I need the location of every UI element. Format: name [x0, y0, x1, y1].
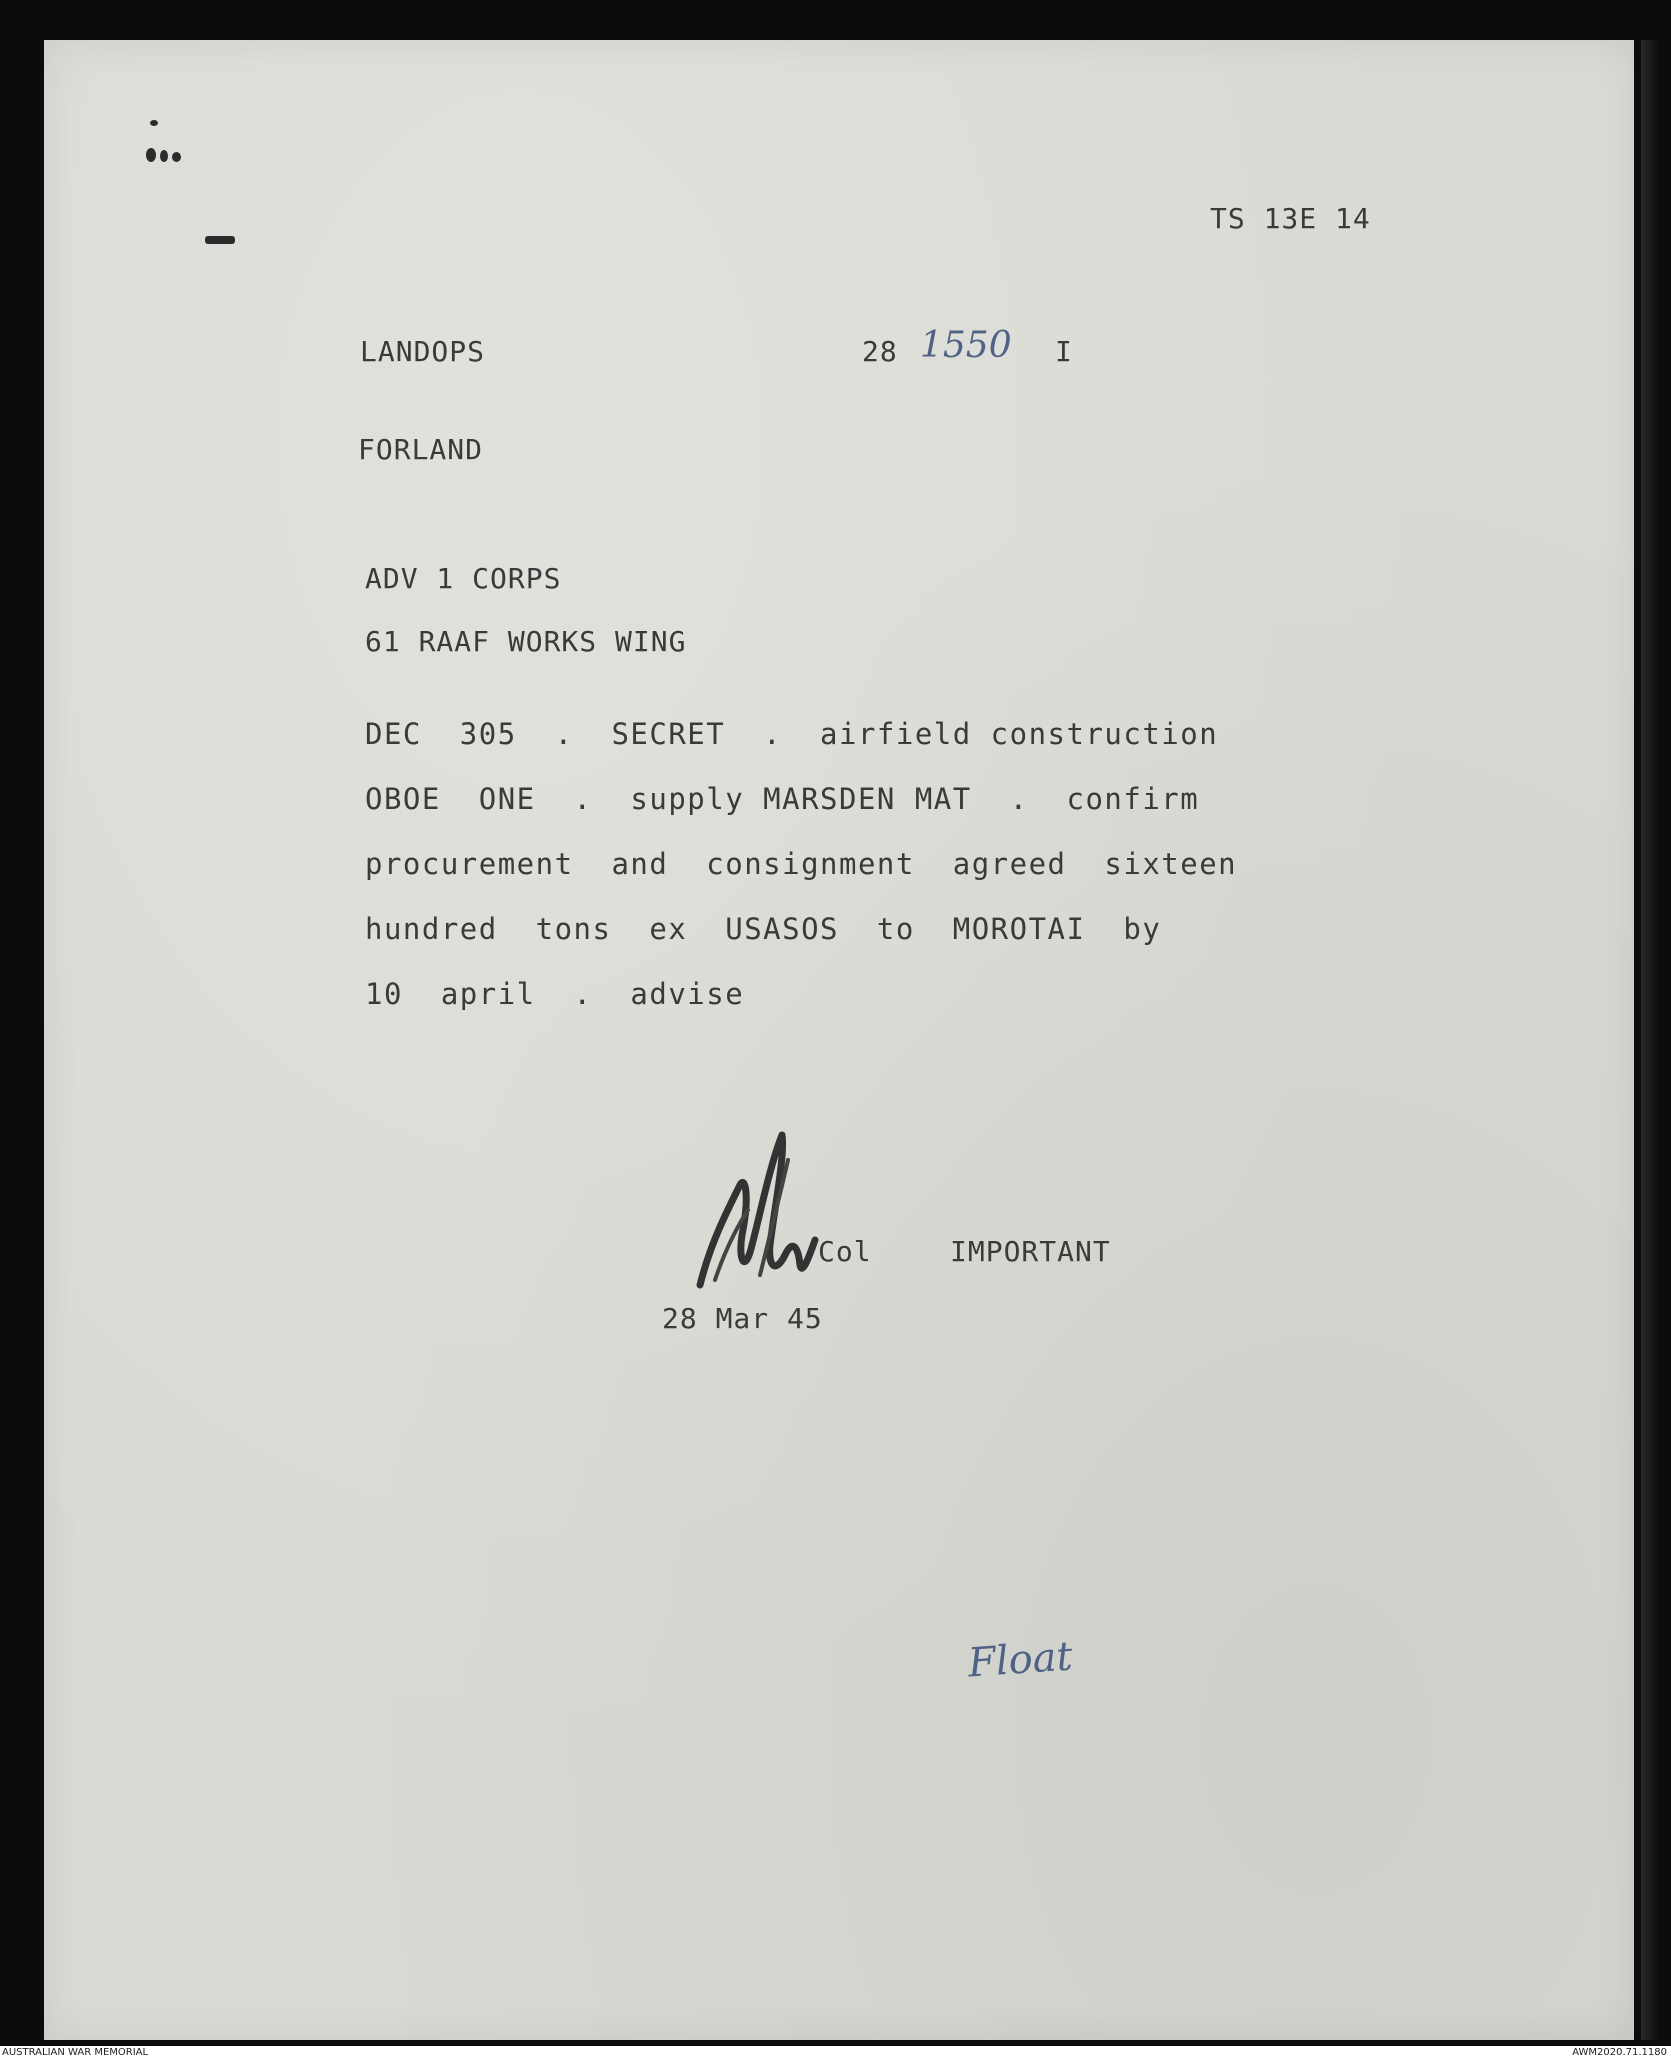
signature-date: 28 Mar 45	[662, 1302, 823, 1335]
body-line-1: DEC 305 . SECRET . airfield construction	[365, 717, 1219, 751]
from-line: FORLAND	[358, 433, 484, 466]
signature-scribble	[690, 1125, 830, 1290]
footer-left: AUSTRALIAN WAR MEMORIAL	[2, 2047, 149, 2058]
info-line-2: 61 RAAF WORKS WING	[365, 625, 687, 658]
footer-right: AWM2020.71.1180	[1572, 2047, 1667, 2058]
date-prefix: 28	[862, 335, 898, 368]
footer-bar	[0, 2046, 1671, 2061]
body-line-4: hundred tons ex USASOS to MOROTAI by	[365, 912, 1162, 946]
body-line-2: OBOE ONE . supply MARSDEN MAT . confirm	[365, 782, 1200, 816]
body-line-5: 10 april . advise	[365, 977, 745, 1011]
handwritten-time: 1550	[920, 325, 1012, 366]
handwritten-note: Float	[966, 1633, 1075, 1687]
paper-sheet	[44, 40, 1634, 2040]
info-line-1: ADV 1 CORPS	[365, 562, 562, 595]
body-line-3: procurement and consignment agreed sixteen	[365, 847, 1238, 881]
message-body	[365, 717, 1265, 1020]
reference-code: TS 13E 14	[1210, 202, 1371, 235]
priority-mark: I	[1055, 335, 1073, 368]
signatory-rank: Col	[818, 1235, 872, 1268]
addressee-to: LANDOPS	[360, 335, 486, 368]
classification-mark: IMPORTANT	[950, 1235, 1111, 1268]
paper-edge-shadow	[1641, 40, 1659, 2040]
